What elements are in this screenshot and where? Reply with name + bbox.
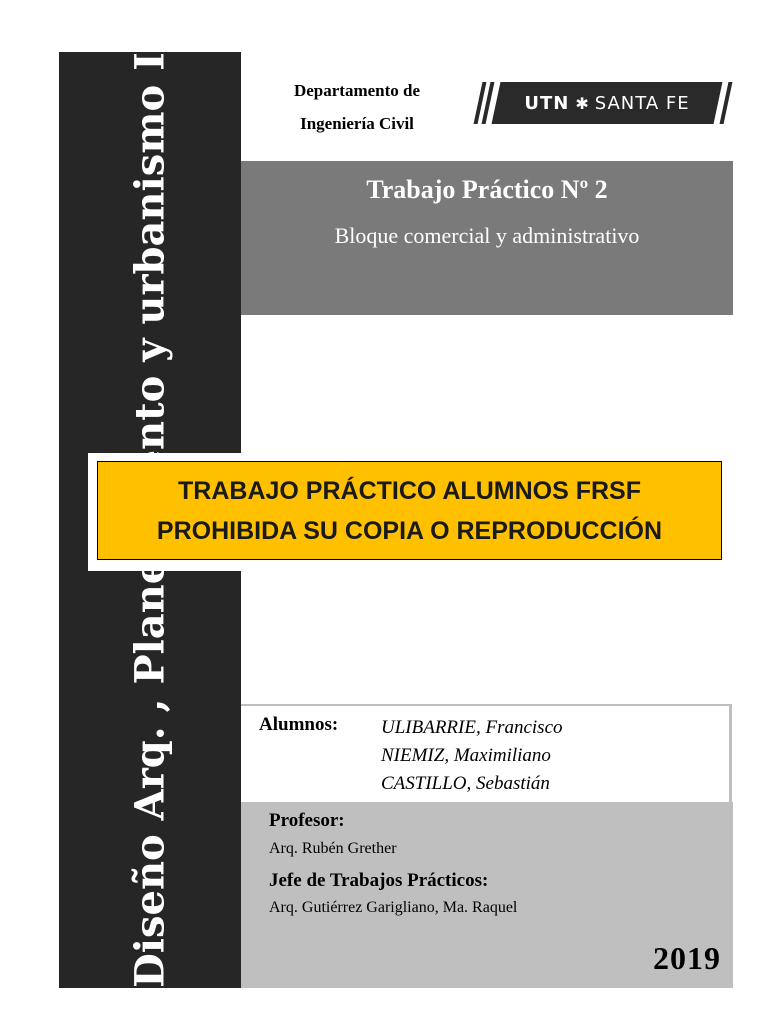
- students-label: Alumnos:: [259, 714, 339, 735]
- students-box: [241, 704, 732, 804]
- logo-stripe: [720, 82, 733, 124]
- logo-santa-fe: SANTA FE: [594, 92, 690, 114]
- department-heading: [245, 74, 469, 140]
- logo-text: [496, 82, 718, 124]
- students-list: [381, 714, 563, 798]
- professor-label: Profesor:: [269, 810, 345, 831]
- professor-name: Arq. Rubén Grether: [269, 840, 397, 857]
- department-line-2: Ingeniería Civil: [300, 114, 414, 133]
- document-subtitle: Bloque comercial y administrativo: [334, 223, 640, 248]
- logo-utn: UTN: [524, 92, 570, 114]
- banner-line-2: PROHIBIDA SU COPIA O REPRODUCCIÓN: [156, 517, 663, 545]
- student-name: CASTILLO, Sebastián: [381, 773, 550, 794]
- year: 2019: [653, 940, 721, 976]
- utn-logo: [474, 82, 730, 124]
- banner-line-1: TRABAJO PRÁCTICO ALUMNOS FRSF: [178, 477, 641, 505]
- jtp-label: Jefe de Trabajos Prácticos:: [269, 870, 489, 891]
- utn-star-icon: ✱: [575, 93, 589, 113]
- title-box: [241, 161, 733, 315]
- warning-banner: [97, 461, 722, 560]
- department-line-1: Departamento de: [293, 81, 421, 100]
- document-title: Trabajo Práctico Nº 2: [366, 175, 608, 204]
- jtp-name: Arq. Gutiérrez Garigliano, Ma. Raquel: [269, 899, 518, 916]
- student-name: ULIBARRIE, Francisco: [381, 717, 563, 738]
- student-name: NIEMIZ, Maximiliano: [381, 745, 551, 766]
- staff-box: [241, 802, 733, 988]
